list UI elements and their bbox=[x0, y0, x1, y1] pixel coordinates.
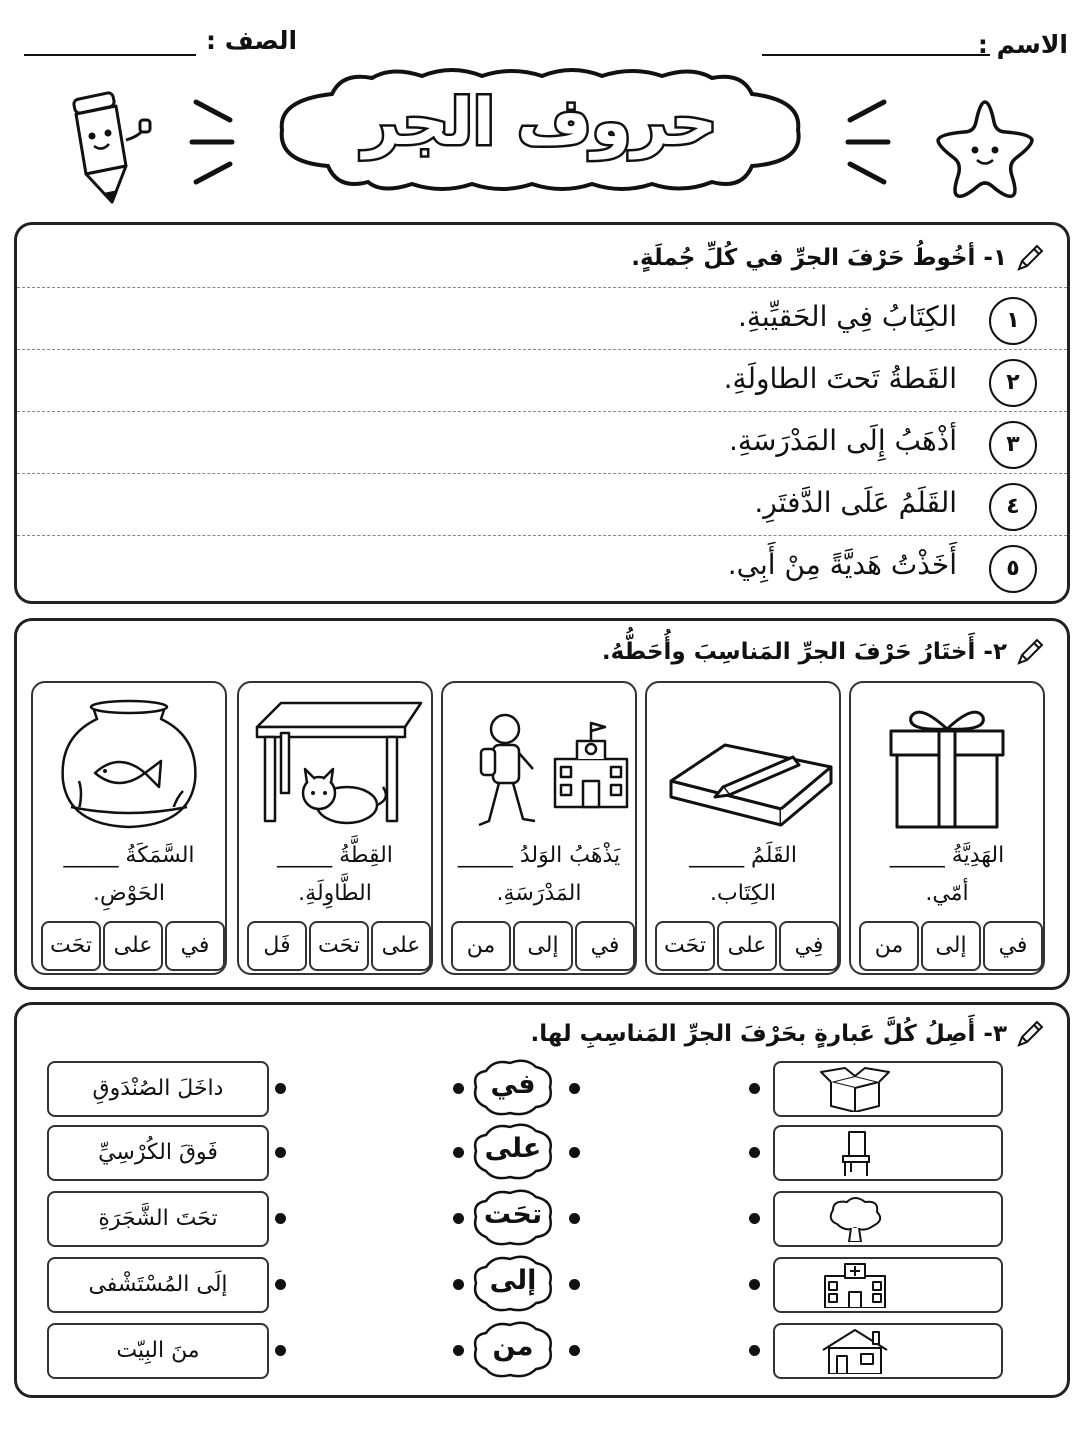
q2-sentence-line1: يَذْهَبُ الوَلدُ _____ bbox=[457, 843, 621, 868]
q1-panel bbox=[14, 222, 1070, 604]
q3-title: ٣- أَصِلُ كُلَّ عَبارةٍ بحَرْفَ الجرِّ المَناسِبِ لها. bbox=[530, 1021, 1007, 1047]
burst-lines-left-icon bbox=[186, 94, 240, 190]
q3-prep-cloud bbox=[470, 1187, 556, 1247]
q1-sentence[interactable]: أَخَذْتُ هَديَّةً مِنْ أَبِي. bbox=[727, 548, 957, 581]
q1-sentence[interactable]: القَلَمُ عَلَى الدَّفتَرِ. bbox=[754, 486, 957, 519]
q2-card-2 bbox=[645, 681, 841, 975]
q3-picture-box-5 bbox=[773, 1323, 1003, 1379]
q3-dot-left[interactable] bbox=[749, 1345, 760, 1356]
q3-dot-right[interactable] bbox=[275, 1345, 286, 1356]
q3-dot-prep-left[interactable] bbox=[453, 1213, 464, 1224]
q1-row-2 bbox=[17, 349, 1067, 412]
q1-number: ٣ bbox=[989, 421, 1037, 469]
q3-prep-cloud bbox=[470, 1253, 556, 1313]
q2-option[interactable]: فِي bbox=[779, 921, 839, 971]
q1-title: ١- أخُوطُ حَرْفَ الجرِّ في كُلِّ جُملَةٍ. bbox=[631, 245, 1007, 271]
pencil-icon bbox=[1015, 243, 1045, 273]
q3-prep-cloud bbox=[470, 1057, 556, 1117]
q2-option[interactable]: في bbox=[575, 921, 635, 971]
book-pencil-icon bbox=[663, 697, 833, 837]
q2-sentence-line2: الكِتَاب. bbox=[709, 881, 776, 906]
page-title: حروف الجر bbox=[362, 86, 718, 160]
q2-sentence-line2: أمّي. bbox=[925, 881, 969, 906]
q3-dot-prep-left[interactable] bbox=[453, 1279, 464, 1290]
q3-prep-label: في bbox=[490, 1069, 536, 1100]
q2-sentence-line1: القَلَمُ _____ bbox=[689, 843, 797, 868]
fishbowl-icon bbox=[49, 697, 209, 837]
q3-dot-prep-right[interactable] bbox=[569, 1213, 580, 1224]
q2-heading bbox=[602, 637, 1045, 667]
q3-dot-prep-left[interactable] bbox=[453, 1345, 464, 1356]
tree-icon bbox=[815, 1196, 895, 1242]
q3-dot-right[interactable] bbox=[275, 1147, 286, 1158]
q1-row-3 bbox=[17, 411, 1067, 474]
house-icon bbox=[815, 1328, 895, 1374]
q2-option[interactable]: تحَت bbox=[41, 921, 101, 971]
q3-phrase: منَ البِيّت bbox=[47, 1323, 269, 1379]
hospital-icon bbox=[815, 1262, 895, 1308]
q2-option[interactable]: فَل bbox=[247, 921, 307, 971]
chair-icon bbox=[815, 1130, 895, 1176]
gift-icon bbox=[867, 697, 1027, 837]
pencil-icon bbox=[1015, 637, 1045, 667]
q3-phrase: داخَلَ الصُنْدَوقِ bbox=[47, 1061, 269, 1117]
q3-dot-left[interactable] bbox=[749, 1147, 760, 1158]
q3-dot-prep-right[interactable] bbox=[569, 1083, 580, 1094]
q3-picture-box-4 bbox=[773, 1257, 1003, 1313]
q1-number: ٤ bbox=[989, 483, 1037, 531]
q2-option[interactable]: من bbox=[859, 921, 919, 971]
q3-dot-prep-right[interactable] bbox=[569, 1147, 580, 1158]
q2-sentence-line1: القِطَّةُ _____ bbox=[277, 843, 393, 868]
q3-dot-prep-right[interactable] bbox=[569, 1279, 580, 1290]
pencil-mascot-icon bbox=[60, 84, 160, 214]
q3-phrase: فَوقَ الكُرْسِيِّ bbox=[47, 1125, 269, 1181]
star-mascot-icon bbox=[930, 96, 1040, 200]
q2-card-4 bbox=[237, 681, 433, 975]
q3-heading bbox=[530, 1019, 1045, 1049]
name-field[interactable] bbox=[762, 54, 990, 56]
cat-table-icon bbox=[255, 697, 425, 837]
q1-sentence[interactable]: الكِتَابُ فِي الحَقيِّبةِ. bbox=[738, 300, 957, 333]
q3-dot-left[interactable] bbox=[749, 1279, 760, 1290]
class-field[interactable] bbox=[24, 54, 196, 56]
q3-prep-label: تحَت bbox=[483, 1199, 543, 1230]
q3-prep-label: على bbox=[484, 1133, 542, 1164]
q3-prep-cloud bbox=[470, 1121, 556, 1181]
q2-title: ٢- أَختَارُ حَرْفَ الجرِّ المَناسِبَ وأُحَطُّهُ. bbox=[601, 639, 1007, 665]
q1-row-4 bbox=[17, 473, 1067, 536]
q3-phrase: تحَتَ الشَّجَرَةِ bbox=[47, 1191, 269, 1247]
class-label: الصف : bbox=[206, 26, 298, 55]
q3-prep-label: من bbox=[492, 1331, 534, 1362]
q3-picture-box-1 bbox=[773, 1061, 1003, 1117]
q2-panel bbox=[14, 618, 1070, 990]
q2-option[interactable]: في bbox=[983, 921, 1043, 971]
q1-row-1 bbox=[17, 287, 1067, 350]
q3-picture-box-2 bbox=[773, 1125, 1003, 1181]
q2-card-1 bbox=[849, 681, 1045, 975]
q3-dot-right[interactable] bbox=[275, 1213, 286, 1224]
q1-number: ٥ bbox=[989, 545, 1037, 593]
q2-sentence-line2: المَدْرَسَةِ. bbox=[496, 881, 582, 906]
q2-option[interactable]: في bbox=[165, 921, 225, 971]
q2-option[interactable]: إلى bbox=[513, 921, 573, 971]
q2-sentence-line2: الحَوْضِ. bbox=[93, 881, 165, 906]
q3-dot-left[interactable] bbox=[749, 1213, 760, 1224]
q1-row-5 bbox=[17, 535, 1067, 598]
q2-option[interactable]: على bbox=[717, 921, 777, 971]
q3-dot-right[interactable] bbox=[275, 1279, 286, 1290]
q2-option[interactable]: تحَت bbox=[309, 921, 369, 971]
q2-card-5 bbox=[31, 681, 227, 975]
q2-option[interactable]: من bbox=[451, 921, 511, 971]
q2-option[interactable]: تحَت bbox=[655, 921, 715, 971]
q1-number: ١ bbox=[989, 297, 1037, 345]
q2-option[interactable]: إلى bbox=[921, 921, 981, 971]
q3-prep-label: إلى bbox=[489, 1265, 537, 1296]
q3-dot-prep-right[interactable] bbox=[569, 1345, 580, 1356]
title-banner bbox=[272, 66, 808, 194]
q1-heading bbox=[631, 243, 1045, 273]
boy-school-icon bbox=[459, 697, 629, 837]
q1-number: ٢ bbox=[989, 359, 1037, 407]
q2-sentence-line1: السَّمَكَةُ _____ bbox=[63, 843, 195, 868]
q2-sentence-line2: الطَّاوِلَةِ. bbox=[298, 881, 372, 906]
box-icon bbox=[815, 1066, 895, 1112]
pencil-icon bbox=[1015, 1019, 1045, 1049]
name-label: الاسم : bbox=[977, 30, 1068, 59]
burst-lines-right-icon bbox=[840, 94, 894, 190]
q3-dot-prep-left[interactable] bbox=[453, 1147, 464, 1158]
q3-phrase: إلَى المُسْتَشْفى bbox=[47, 1257, 269, 1313]
q3-dot-left[interactable] bbox=[749, 1083, 760, 1094]
q2-option[interactable]: على bbox=[371, 921, 431, 971]
q2-card-3 bbox=[441, 681, 637, 975]
q2-sentence-line1: الهَدِيَّةُ _____ bbox=[889, 843, 1005, 868]
q3-dot-prep-left[interactable] bbox=[453, 1083, 464, 1094]
q3-prep-cloud bbox=[470, 1319, 556, 1379]
q1-sentence[interactable]: القَطةُ تَحتَ الطاولَةِ. bbox=[723, 362, 957, 395]
q3-dot-right[interactable] bbox=[275, 1083, 286, 1094]
q3-panel bbox=[14, 1002, 1070, 1398]
q3-picture-box-3 bbox=[773, 1191, 1003, 1247]
q1-sentence[interactable]: أذْهَبُ إِلَى المَدْرَسَةِ. bbox=[728, 424, 957, 457]
q2-option[interactable]: على bbox=[103, 921, 163, 971]
